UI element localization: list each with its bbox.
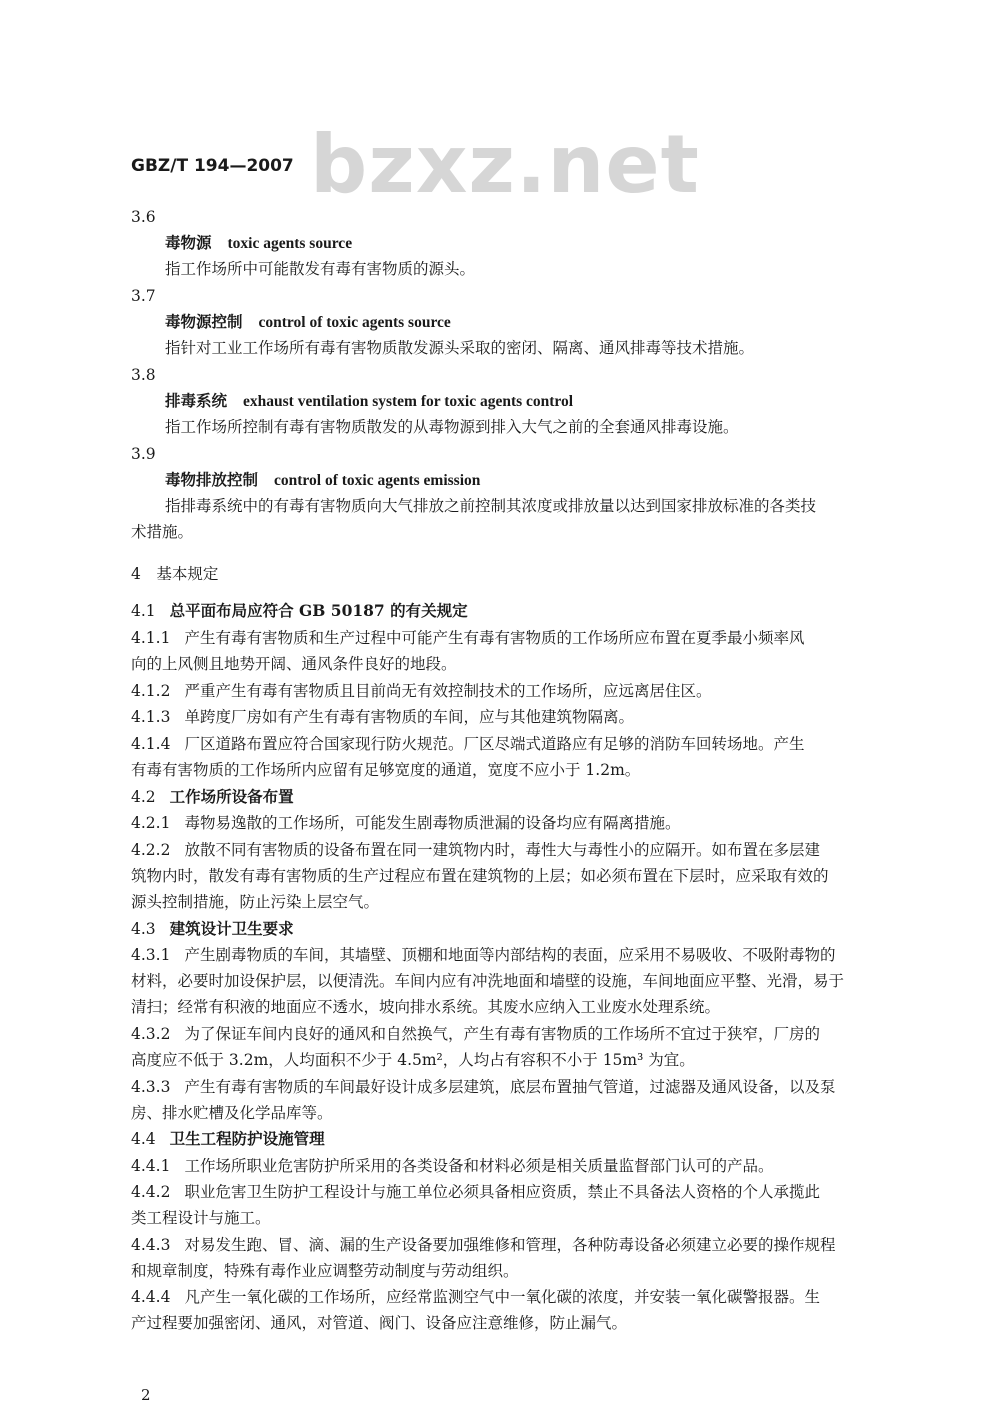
subsection-heading (131, 1128, 325, 1150)
subsection-number: 4.4 (131, 1130, 156, 1148)
clause-text: 为了保证车间内良好的通风和自然换气，产生有毒有害物质的工作场所不宜过于狭窄，厂房的 (184, 1025, 820, 1043)
term-en: toxic agents source (227, 235, 353, 252)
clause-number: 4.4.1 (131, 1157, 171, 1175)
standard-code: GBZ/T 194—2007 (131, 156, 294, 176)
clause-line (131, 1286, 820, 1308)
clause-text: 严重产生有毒有害物质且目前尚无有效控制技术的工作场所，应远离居住区。 (184, 682, 712, 700)
clause-number: 4.4.3 (131, 1236, 171, 1254)
clause-line: 源头控制措施，防止污染上层空气。 (131, 893, 380, 911)
term-zh: 毒物源 (165, 233, 212, 252)
clause-number: 4.4.2 (131, 1183, 171, 1201)
term-zh: 毒物源控制 (165, 312, 243, 331)
clause-line (131, 1155, 773, 1177)
term-definition: 指针对工业工作场所有毒有害物质散发源头采取的密闭、隔离、通风排毒等技术措施。 (165, 339, 755, 357)
watermark: bzxz.net (310, 118, 700, 211)
term-title (165, 469, 480, 492)
term-definition: 指排毒系统中的有毒有害物质向大气排放之前控制其浓度或排放量以达到国家排放标准的各类技 (165, 497, 817, 515)
subsection-heading (131, 918, 294, 940)
subsection-title: 总平面布局应符合 GB 50187 的有关规定 (169, 601, 468, 620)
clause-number: 4.3.2 (131, 1025, 171, 1043)
term-title (165, 390, 573, 413)
clause-number: 4.4.4 (131, 1288, 171, 1306)
term-en: control of toxic agents source (258, 314, 451, 331)
clause-number: 4.1.2 (131, 682, 171, 700)
clause-number: 4.1.1 (131, 629, 171, 647)
clause-line (131, 1181, 820, 1203)
page-number: 2 (141, 1386, 151, 1404)
clause-text: 工作场所职业危害防护所采用的各类设备和材料必须是相关质量监督部门认可的产品。 (184, 1157, 774, 1175)
clause-line: 房、排水贮槽及化学品库等。 (131, 1104, 333, 1122)
term-en: exhaust ventilation system for toxic agents control (243, 393, 574, 410)
clause-line: 材料，必要时加设保护层，以便清洗。车间内应有冲洗地面和墙壁的设施，车间地面应平整、光滑，易于 (131, 972, 845, 990)
clause-line (131, 1023, 820, 1045)
clause-line: 类工程设计与施工。 (131, 1209, 271, 1227)
clause-text: 凡产生一氧化碳的工作场所，应经常监测空气中一氧化碳的浓度，并安装一氧化碳警报器。生 (184, 1288, 820, 1306)
clause-line: 筑物内时，散发有毒有害物质的生产过程应布置在建筑物的上层；如必须布置在下层时，应采取有效的 (131, 867, 829, 885)
clause-line (131, 812, 680, 834)
term-zh: 毒物排放控制 (165, 470, 259, 489)
subsection-number: 4.1 (131, 602, 156, 620)
subsection-number: 4.3 (131, 920, 156, 938)
term-number: 3.9 (131, 445, 156, 463)
term-number: 3.7 (131, 287, 156, 305)
clause-line (131, 1076, 835, 1098)
term-definition: 指工作场所中可能散发有毒有害物质的源头。 (165, 260, 476, 278)
clause-text: 对易发生跑、冒、滴、漏的生产设备要加强维修和管理，各种防毒设备必须建立必要的操作规程 (184, 1236, 836, 1254)
clause-text: 单跨度厂房如有产生有毒有害物质的车间，应与其他建筑物隔离。 (184, 708, 634, 726)
clause-line (131, 839, 820, 861)
term-definition-cont: 术措施。 (131, 523, 194, 541)
clause-line: 清扫；经常有积液的地面应不透水，坡向排水系统。其废水应纳入工业废水处理系统。 (131, 998, 721, 1016)
clause-text: 产生有毒有害物质和生产过程中可能产生有毒有害物质的工作场所应布置在夏季最小频率风 (184, 629, 805, 647)
clause-line (131, 706, 634, 728)
clause-text: 厂区道路布置应符合国家现行防火规范。厂区尽端式道路应有足够的消防车回转场地。产生 (184, 735, 805, 753)
clause-number: 4.1.3 (131, 708, 171, 726)
section-heading: 4 基本规定 (131, 565, 219, 583)
clause-line: 和规章制度，特殊有毒作业应调整劳动制度与劳动组织。 (131, 1262, 519, 1280)
term-en: control of toxic agents emission (274, 472, 481, 489)
clause-line (131, 733, 804, 755)
subsection-title: 工作场所设备布置 (169, 787, 294, 806)
clause-number: 4.1.4 (131, 735, 171, 753)
clause-text: 毒物易逸散的工作场所，可能发生剧毒物质泄漏的设备均应有隔离措施。 (184, 814, 681, 832)
clause-number: 4.2.2 (131, 841, 171, 859)
clause-line (131, 1234, 835, 1256)
clause-text: 产生有毒有害物质的车间最好设计成多层建筑，底层布置抽气管道，过滤器及通风设备，以及泵 (184, 1078, 836, 1096)
clause-line: 向的上风侧且地势开阔、通风条件良好的地段。 (131, 655, 457, 673)
subsection-heading (131, 600, 468, 622)
term-title (165, 232, 352, 255)
term-definition: 指工作场所控制有毒有害物质散发的从毒物源到排入大气之前的全套通风排毒设施。 (165, 418, 739, 436)
subsection-title: 卫生工程防护设施管理 (169, 1129, 325, 1148)
clause-line (131, 944, 835, 966)
clause-number: 4.3.1 (131, 946, 171, 964)
clause-text: 产生剧毒物质的车间，其墙壁、顶棚和地面等内部结构的表面，应采用不易吸收、不吸附毒物的 (184, 946, 836, 964)
subsection-number: 4.2 (131, 788, 156, 806)
clause-line: 高度应不低于 3.2m，人均面积不少于 4.5m²，人均占有容积不小于 15m³ 为宜。 (131, 1051, 695, 1069)
subsection-heading (131, 786, 294, 808)
clause-line (131, 627, 804, 649)
subsection-title: 建筑设计卫生要求 (169, 919, 294, 938)
clause-line (131, 680, 711, 702)
clause-line: 产过程要加强密闭、通风，对管道、阀门、设备应注意维修，防止漏气。 (131, 1314, 628, 1332)
clause-text: 放散不同有害物质的设备布置在同一建筑物内时，毒性大与毒性小的应隔开。如布置在多层建 (184, 841, 820, 859)
term-number: 3.8 (131, 366, 156, 384)
term-number: 3.6 (131, 208, 156, 226)
term-zh: 排毒系统 (165, 391, 228, 410)
clause-number: 4.2.1 (131, 814, 171, 832)
clause-text: 职业危害卫生防护工程设计与施工单位必须具备相应资质，禁止不具备法人资格的个人承揽此 (184, 1183, 820, 1201)
clause-line: 有毒有害物质的工作场所内应留有足够宽度的通道，宽度不应小于 1.2m。 (131, 761, 641, 779)
term-title (165, 311, 451, 334)
clause-number: 4.3.3 (131, 1078, 171, 1096)
